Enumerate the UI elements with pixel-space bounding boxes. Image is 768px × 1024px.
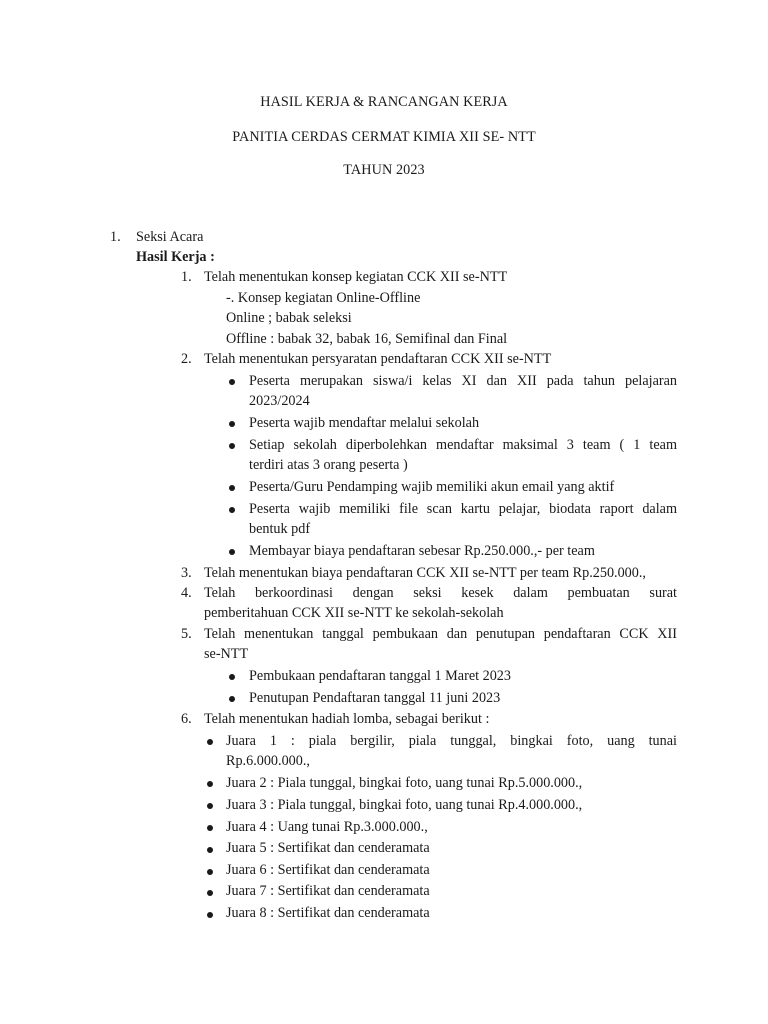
item-text: Telah berkoordinasi dengan seksi kesek dalam pembuatan surat <box>204 585 677 601</box>
bullet-icon <box>229 696 235 702</box>
document-subtitle: PANITIA CERDAS CERMAT KIMIA XII SE- NTT <box>232 129 536 145</box>
item-text: Telah menentukan tanggal pembukaan dan penutupan pendaftaran CCK XII <box>204 626 677 642</box>
item-text: Telah menentukan hadiah lomba, sebagai berikut : <box>204 711 490 727</box>
bullet-icon <box>207 869 213 875</box>
bullet-icon <box>207 803 213 809</box>
item-text: Telah menentukan biaya pendaftaran CCK XII se-NTT per team Rp.250.000., <box>204 565 646 581</box>
bullet-icon <box>207 847 213 853</box>
bullet-text: Membayar biaya pendaftaran sebesar Rp.250.000.,- per team <box>249 543 595 559</box>
item-number: 4. <box>181 585 192 601</box>
item-number: 2. <box>181 351 192 367</box>
item-subtext: -. Konsep kegiatan Online-Offline <box>226 290 421 306</box>
bullet-text: Peserta merupakan siswa/i kelas XI dan XII pada tahun pelajaran <box>249 373 677 389</box>
section-title: Seksi Acara <box>136 229 204 245</box>
item-number: 6. <box>181 711 192 727</box>
bullet-text: Pembukaan pendaftaran tanggal 1 Maret 2023 <box>249 668 511 684</box>
prize-text: Juara 3 : Piala tunggal, bingkai foto, uang tunai Rp.4.000.000., <box>226 797 583 813</box>
prize-text: Juara 4 : Uang tunai Rp.3.000.000., <box>226 819 428 835</box>
document-year: TAHUN 2023 <box>343 162 425 178</box>
bullet-icon <box>229 443 235 449</box>
bullet-text: Setiap sekolah diperbolehkan mendaftar maksimal 3 team ( 1 team <box>249 437 677 453</box>
section-subtitle: Hasil Kerja : <box>136 249 215 265</box>
bullet-icon <box>229 379 235 385</box>
item-number: 1. <box>181 269 192 285</box>
item-subtext: Online ; babak seleksi <box>226 310 352 326</box>
prize-text: Juara 2 : Piala tunggal, bingkai foto, uang tunai Rp.5.000.000., <box>226 775 583 791</box>
prize-text: Juara 5 : Sertifikat dan cenderamata <box>226 840 430 856</box>
bullet-icon <box>229 674 235 680</box>
item-text: pemberitahuan CCK XII se-NTT ke sekolah-sekolah <box>204 605 504 621</box>
item-number: 3. <box>181 565 192 581</box>
bullet-icon <box>207 890 213 896</box>
prize-text: Juara 1 : piala bergilir, piala tunggal, bingkai foto, uang tunai <box>226 733 677 749</box>
section-number: 1. <box>110 229 121 245</box>
item-text: se-NTT <box>204 646 249 662</box>
document-title: HASIL KERJA & RANCANGAN KERJA <box>260 94 508 110</box>
bullet-text: terdiri atas 3 orang peserta ) <box>249 457 408 473</box>
bullet-text: Peserta wajib memiliki file scan kartu pelajar, biodata raport dalam <box>249 501 677 517</box>
bullet-icon <box>207 912 213 918</box>
prize-text: Juara 7 : Sertifikat dan cenderamata <box>226 883 430 899</box>
prize-text: Rp.6.000.000., <box>226 753 310 769</box>
bullet-text: bentuk pdf <box>249 521 311 537</box>
item-number: 5. <box>181 626 192 642</box>
prize-text: Juara 6 : Sertifikat dan cenderamata <box>226 862 430 878</box>
bullet-icon <box>207 781 213 787</box>
bullet-icon <box>207 825 213 831</box>
item-text: Telah menentukan persyaratan pendaftaran CCK XII se-NTT <box>204 351 552 367</box>
bullet-icon <box>229 485 235 491</box>
bullet-text: Peserta wajib mendaftar melalui sekolah <box>249 415 480 431</box>
bullet-icon <box>229 421 235 427</box>
bullet-icon <box>229 549 235 555</box>
bullet-icon <box>207 739 213 745</box>
item-text: Telah menentukan konsep kegiatan CCK XII se-NTT <box>204 269 508 285</box>
bullet-text: Peserta/Guru Pendamping wajib memiliki akun email yang aktif <box>249 479 615 495</box>
bullet-text: Penutupan Pendaftaran tanggal 11 juni 2023 <box>249 690 501 706</box>
bullet-icon <box>229 507 235 513</box>
item-subtext: Offline : babak 32, babak 16, Semifinal dan Final <box>226 331 508 347</box>
bullet-text: 2023/2024 <box>249 393 310 409</box>
prize-text: Juara 8 : Sertifikat dan cenderamata <box>226 905 430 921</box>
